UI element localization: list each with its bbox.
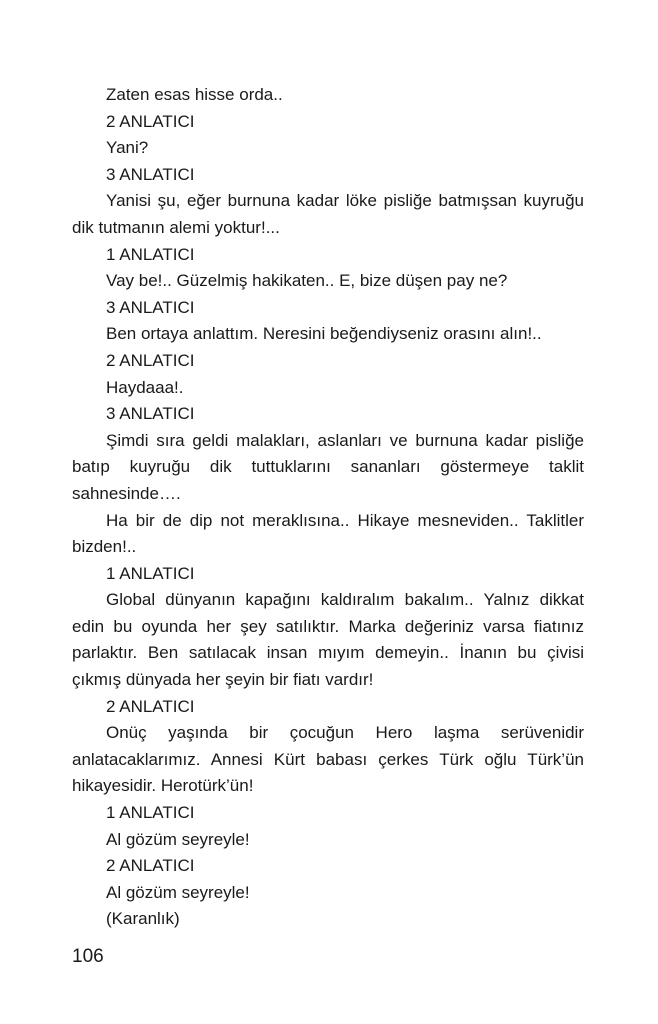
dialogue-line: Şimdi sıra geldi malakları, aslanları ve burnuna kadar pisliğe batıp kuyruğu dik tuttuklarını sananları göstermeye taklit sahnesinde…. xyxy=(72,430,584,503)
speaker-label: 1 ANLATICI xyxy=(106,244,195,264)
dialogue-line: Global dünyanın kapağını kaldıralım bakalım.. Yalnız dikkat edin bu oyunda her şey satılıktır. Marka değeriniz varsa fiatınız parlaktır. Ben satılacak insan mıyım demeyin.. İnanın bu çivisi çıkmış dünyada her şeyin bir fiatı vardır! xyxy=(72,590,584,690)
speaker-label: 1 ANLATICI xyxy=(106,563,195,583)
speaker-label: 3 ANLATICI xyxy=(106,404,195,424)
speaker-label: 2 ANLATICI xyxy=(106,350,195,370)
speaker-label: 1 ANLATICI xyxy=(106,803,195,823)
speaker-label: 3 ANLATICI xyxy=(106,164,195,184)
dialogue-line: Haydaaa!. xyxy=(106,377,184,397)
dialogue-line: Onüç yaşında bir çocuğun Hero laşma serüvenidir anlatacaklarımız. Annesi Kürt babası çerkes Türk oğlu Türk’ün hikayesidir. Herotürk’ün! xyxy=(72,723,584,796)
dialogue-line: Ha bir de dip not meraklısına.. Hikaye mesneviden.. Taklitler bizden!.. xyxy=(72,510,584,557)
dialogue-line: Yanisi şu, eğer burnuna kadar löke pisliğe batmışsan kuyruğu dik tutmanın alemi yoktur!... xyxy=(72,191,584,237)
page-body xyxy=(72,82,584,933)
speaker-label: 2 ANLATICI xyxy=(106,856,195,876)
dialogue-line: Ben ortaya anlattım. Neresini beğendiyseniz orasını alın!.. xyxy=(106,324,542,344)
speaker-label: 2 ANLATICI xyxy=(106,696,195,716)
dialogue-line: Yani? xyxy=(106,138,149,158)
stage-direction: (Karanlık) xyxy=(106,909,180,929)
dialogue-line: Al gözüm seyreyle! xyxy=(106,882,250,902)
speaker-label: 3 ANLATICI xyxy=(106,297,195,317)
dialogue-line: Vay be!.. Güzelmiş hakikaten.. E, bize düşen pay ne? xyxy=(106,271,508,291)
speaker-label: 2 ANLATICI xyxy=(106,111,195,131)
dialogue-line: Al gözüm seyreyle! xyxy=(106,829,250,849)
dialogue-line: Zaten esas hisse orda.. xyxy=(106,85,283,104)
page-number: 106 xyxy=(72,946,104,967)
